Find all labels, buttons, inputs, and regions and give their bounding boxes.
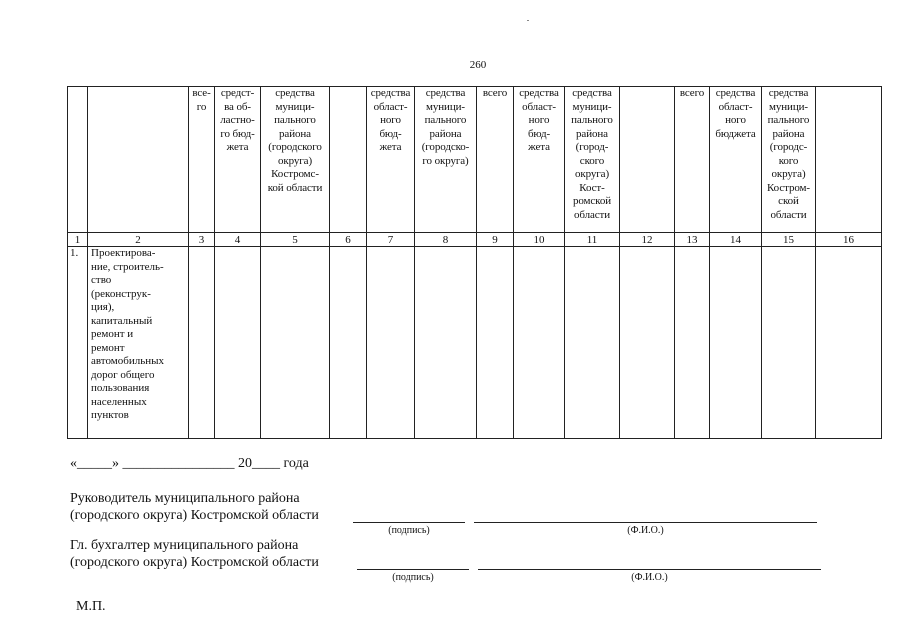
stamp-place: М.П. (76, 599, 106, 614)
row-number: 1. (68, 247, 88, 439)
header-cell: средства област- ного бюд- жета (367, 87, 415, 233)
column-number: 5 (261, 233, 330, 247)
table-cell (565, 247, 620, 439)
scan-speck (527, 20, 529, 21)
header-cell: средства муници- пального района (городского округа) Костромс- кой области (261, 87, 330, 233)
column-number: 10 (514, 233, 565, 247)
column-number: 4 (215, 233, 261, 247)
accountant-name-caption: (Ф.И.О.) (631, 572, 668, 583)
table-cell (675, 247, 710, 439)
header-cell: средства област- ного бюд- жета (514, 87, 565, 233)
header-cell: средства муници- пального района (городско- го округа) (415, 87, 477, 233)
head-signature-caption: (подпись) (388, 525, 430, 536)
column-number: 6 (330, 233, 367, 247)
column-number: 1 (68, 233, 88, 247)
head-name-caption: (Ф.И.О.) (627, 525, 664, 536)
accountant-signature-label: Гл. бухгалтер муниципального района (городского округа) Костромской области (70, 538, 319, 570)
header-cell: средства муници- пального района (город- ского округа) Кост- ромской области (565, 87, 620, 233)
head-signature-label: Руководитель муниципального района (городского округа) Костромской области (70, 491, 319, 523)
header-cell: все- го (189, 87, 215, 233)
table-cell (477, 247, 514, 439)
column-number: 12 (620, 233, 675, 247)
accountant-name-line (478, 569, 821, 570)
column-number: 15 (762, 233, 816, 247)
table-cell (620, 247, 675, 439)
table-cell (710, 247, 762, 439)
header-cell (88, 87, 189, 233)
column-number: 3 (189, 233, 215, 247)
header-cell: всего (477, 87, 514, 233)
row-description: Проектирова- ние, строитель- ство (реконструк- ция), капитальный ремонт и ремонт автомобильных дорог общего пользования населенных пунктов (88, 247, 189, 439)
column-number: 7 (367, 233, 415, 247)
date-line: «_____» ________________ 20____ года (70, 456, 309, 471)
header-cell (620, 87, 675, 233)
header-cell (816, 87, 882, 233)
column-number: 16 (816, 233, 882, 247)
table-cell (514, 247, 565, 439)
column-number: 2 (88, 233, 189, 247)
table-cell (762, 247, 816, 439)
column-number: 8 (415, 233, 477, 247)
table-cell (189, 247, 215, 439)
table-header-row (68, 87, 882, 233)
table-cell (816, 247, 882, 439)
column-number: 14 (710, 233, 762, 247)
table-cell (330, 247, 367, 439)
table-cell (415, 247, 477, 439)
head-name-line (474, 522, 817, 523)
header-cell (330, 87, 367, 233)
header-cell: средст- ва об- ластно- го бюд- жета (215, 87, 261, 233)
accountant-signature-caption: (подпись) (392, 572, 434, 583)
header-cell (68, 87, 88, 233)
header-cell: средства муници- пального района (городс- кого округа) Костром- ской области (762, 87, 816, 233)
budget-table (67, 86, 882, 439)
column-number-row (68, 233, 882, 247)
header-cell: всего (675, 87, 710, 233)
table-row (68, 247, 882, 439)
column-number: 11 (565, 233, 620, 247)
table-cell (215, 247, 261, 439)
column-number: 9 (477, 233, 514, 247)
page-number: 260 (469, 59, 487, 71)
column-number: 13 (675, 233, 710, 247)
header-cell: средства област- ного бюджета (710, 87, 762, 233)
accountant-signature-line (357, 569, 469, 570)
head-signature-line (353, 522, 465, 523)
table-cell (367, 247, 415, 439)
table-cell (261, 247, 330, 439)
